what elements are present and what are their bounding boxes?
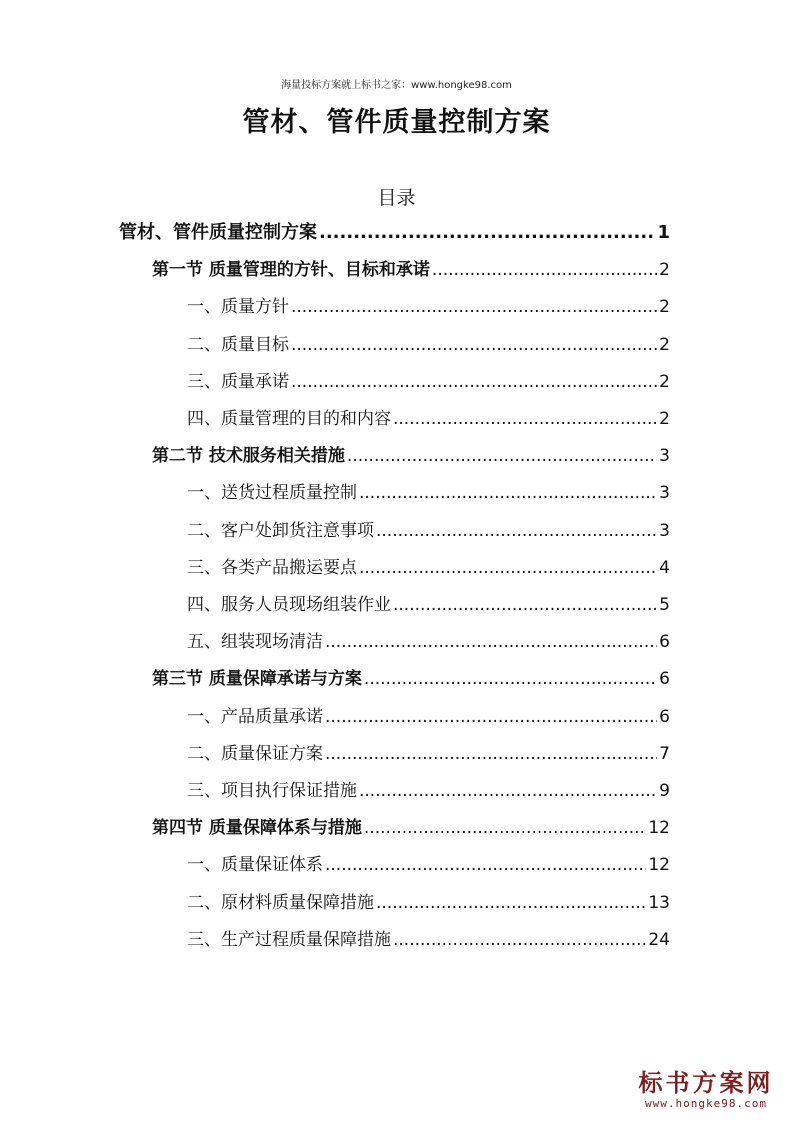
- watermark-url: www.hongke98.com: [645, 1097, 767, 1110]
- toc-entry-page-number: 13: [648, 893, 670, 913]
- toc-dot-leader: [291, 335, 657, 355]
- toc-entry-title: 四、质量管理的目的和内容: [187, 409, 391, 429]
- toc-dot-leader: [393, 409, 657, 429]
- toc-dot-leader: [347, 446, 657, 466]
- toc-dot-leader: [291, 297, 657, 317]
- toc-entry-title: 二、原材料质量保障措施: [187, 893, 374, 913]
- toc-dot-leader: [364, 669, 657, 689]
- toc-entry-title: 二、客户处卸货注意事项: [187, 521, 374, 541]
- toc-entry-page-number: 7: [659, 744, 670, 764]
- toc-entry-title: 第四节 质量保障体系与措施: [152, 818, 362, 838]
- toc-entry[interactable]: [152, 813, 670, 841]
- toc-dot-leader: [325, 744, 657, 764]
- document-title: 管材、管件质量控制方案: [242, 107, 551, 138]
- toc-entry-title: 一、送货过程质量控制: [187, 483, 357, 503]
- toc-entry-page-number: 5: [659, 595, 670, 615]
- toc-entry[interactable]: [187, 553, 670, 581]
- toc-entry[interactable]: [187, 925, 670, 953]
- toc-dot-leader: [364, 818, 646, 838]
- toc-entry-title: 四、服务人员现场组装作业: [187, 595, 391, 615]
- toc-entry[interactable]: [187, 404, 670, 432]
- watermark-title: 标书方案网: [638, 1069, 774, 1097]
- toc-dot-leader: [393, 930, 646, 950]
- toc-entry-page-number: 6: [659, 707, 670, 727]
- toc-dot-leader: [291, 372, 657, 392]
- toc-entry-page-number: 4: [659, 558, 670, 578]
- toc-entry-title: 一、质量方针: [187, 297, 289, 317]
- toc-entry-page-number: 6: [659, 632, 670, 652]
- toc-entry[interactable]: [187, 776, 670, 804]
- toc-dot-leader: [432, 260, 657, 280]
- toc-entry[interactable]: [187, 627, 670, 655]
- toc-dot-leader: [359, 558, 657, 578]
- toc-entry-title: 一、产品质量承诺: [187, 707, 323, 727]
- toc-entry-title: 一、质量保证体系: [187, 855, 323, 875]
- toc-entry-title: 五、组装现场清洁: [187, 632, 323, 652]
- toc-entry[interactable]: [187, 850, 670, 878]
- toc-entry[interactable]: [152, 441, 670, 469]
- toc-dot-leader: [359, 483, 657, 503]
- toc-entry-page-number: 24: [648, 930, 670, 950]
- toc-dot-leader: [393, 595, 657, 615]
- toc-entry[interactable]: [187, 516, 670, 544]
- toc-entry[interactable]: [187, 888, 670, 916]
- toc-entry-title: 第二节 技术服务相关措施: [152, 446, 345, 466]
- toc-entry-page-number: 12: [648, 818, 670, 838]
- toc-entry-page-number: 3: [659, 446, 670, 466]
- toc-dot-leader: [325, 855, 646, 875]
- toc-entry-page-number: 3: [659, 521, 670, 541]
- toc-heading: 目录: [377, 187, 416, 209]
- toc-entry-title: 二、质量目标: [187, 335, 289, 355]
- watermark-logo: [631, 1069, 781, 1110]
- toc-entry[interactable]: [187, 330, 670, 358]
- toc-entry-page-number: 2: [659, 260, 670, 280]
- toc-entry-page-number: 2: [659, 409, 670, 429]
- toc-entry-title: 三、项目执行保证措施: [187, 781, 357, 801]
- toc-entry-page-number: 2: [659, 297, 670, 317]
- toc-entry-page-number: 2: [659, 372, 670, 392]
- toc-entry[interactable]: [152, 255, 670, 283]
- toc-dot-leader: [325, 707, 657, 727]
- toc-entry-page-number: 3: [659, 483, 670, 503]
- toc-entry[interactable]: [187, 292, 670, 320]
- toc-entry-title: 三、各类产品搬运要点: [187, 558, 357, 578]
- header-note: 海量投标方案就上标书之家：www.hongke98.com: [281, 80, 512, 91]
- toc-entry-page-number: 1: [657, 222, 670, 243]
- toc-entry[interactable]: [152, 664, 670, 692]
- toc-entry[interactable]: [187, 702, 670, 730]
- toc-dot-leader: [359, 781, 657, 801]
- toc-entry[interactable]: [187, 367, 670, 395]
- toc-entry[interactable]: [187, 478, 670, 506]
- toc-entry-title: 三、质量承诺: [187, 372, 289, 392]
- toc-entry-page-number: 12: [648, 855, 670, 875]
- toc-entry-title: 第一节 质量管理的方针、目标和承诺: [152, 260, 430, 280]
- toc-entry-title: 二、质量保证方案: [187, 744, 323, 764]
- toc-entry-title: 第三节 质量保障承诺与方案: [152, 669, 362, 689]
- toc-entry-title: 管材、管件质量控制方案: [119, 222, 317, 243]
- toc-entry-title: 三、生产过程质量保障措施: [187, 930, 391, 950]
- toc-entry[interactable]: [119, 218, 670, 246]
- toc-dot-leader: [325, 632, 657, 652]
- toc-entry[interactable]: [187, 590, 670, 618]
- toc-dot-leader: [319, 222, 655, 243]
- toc-dot-leader: [376, 893, 646, 913]
- toc-dot-leader: [376, 521, 657, 541]
- toc-entry-page-number: 6: [659, 669, 670, 689]
- toc-entry-page-number: 2: [659, 335, 670, 355]
- toc-entry[interactable]: [187, 739, 670, 767]
- toc-entry-page-number: 9: [659, 781, 670, 801]
